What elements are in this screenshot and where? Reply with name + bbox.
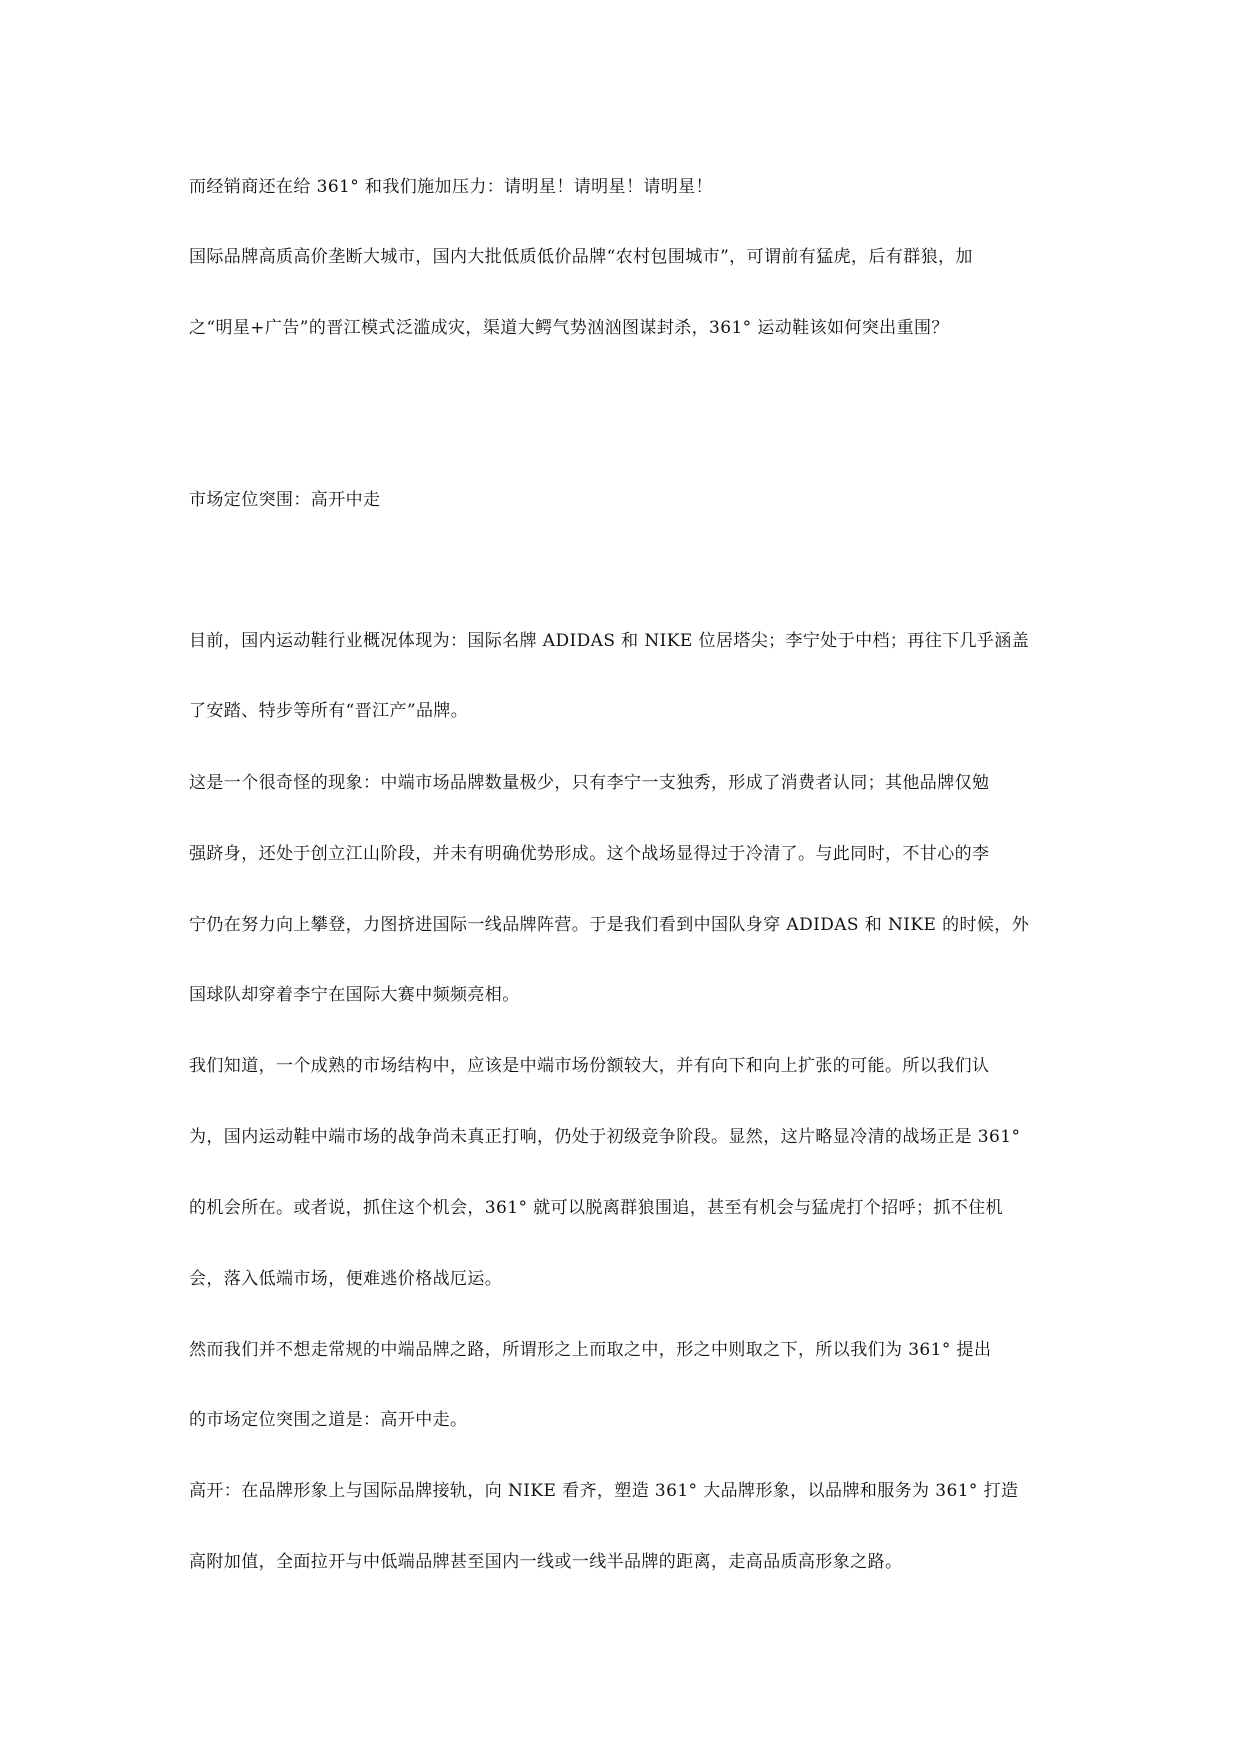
text-line: 的机会所在。或者说，抓住这个机会，361° 就可以脱离群狼围追，甚至有机会与猛虎打个招呼；抓不住机 — [189, 1198, 1003, 1218]
text-line: 而经销商还在给 361° 和我们施加压力：请明星！请明星！请明星！ — [189, 177, 713, 197]
text-line: 强跻身，还处于创立江山阶段，并未有明确优势形成。这个战场显得过于冷清了。与此同时，不甘心的李 — [189, 844, 990, 864]
text-line: 了安踏、特步等所有“晋江产”品牌。 — [189, 701, 469, 721]
text-line: 宁仍在努力向上攀登，力图挤进国际一线品牌阵营。于是我们看到中国队身穿 ADIDAS 和 NIKE 的时候，外 — [189, 915, 1030, 935]
text-line: 高开：在品牌形象上与国际品牌接轨，向 NIKE 看齐，塑造 361° 大品牌形象，以品牌和服务为 361° 打造 — [189, 1481, 1019, 1501]
text-line: 的市场定位突围之道是：高开中走。 — [189, 1410, 468, 1430]
text-line: 国际品牌高质高价垄断大城市，国内大批低质低价品牌“农村包围城市”，可谓前有猛虎，后有群狼，加 — [189, 247, 973, 267]
text-line: 之“明星+广告”的晋江模式泛滥成灾，渠道大鳄气势汹汹图谋封杀，361° 运动鞋该如何突出重围？ — [189, 318, 949, 338]
text-line: 这是一个很奇怪的现象：中端市场品牌数量极少，只有李宁一支独秀，形成了消费者认同；其他品牌仅勉 — [189, 773, 990, 793]
text-line: 然而我们并不想走常规的中端品牌之路，所谓形之上而取之中，形之中则取之下，所以我们为 361° 提出 — [189, 1340, 992, 1360]
section-heading: 市场定位突围：高开中走 — [189, 490, 381, 510]
text-line: 目前，国内运动鞋行业概况体现为：国际名牌 ADIDAS 和 NIKE 位居塔尖；李宁处于中档；再往下几乎涵盖 — [189, 631, 1030, 651]
text-line: 高附加值，全面拉开与中低端品牌甚至国内一线或一线半品牌的距离，走高品质高形象之路。 — [189, 1552, 903, 1572]
text-line: 我们知道，一个成熟的市场结构中，应该是中端市场份额较大，并有向下和向上扩张的可能。所以我们认 — [189, 1056, 990, 1076]
text-line: 国球队却穿着李宁在国际大赛中频频亮相。 — [189, 985, 520, 1005]
text-line: 会，落入低端市场，便难逃价格战厄运。 — [189, 1269, 503, 1289]
text-line: 为，国内运动鞋中端市场的战争尚未真正打响，仍处于初级竞争阶段。显然，这片略显冷清的战场正是 361° — [189, 1127, 1021, 1147]
